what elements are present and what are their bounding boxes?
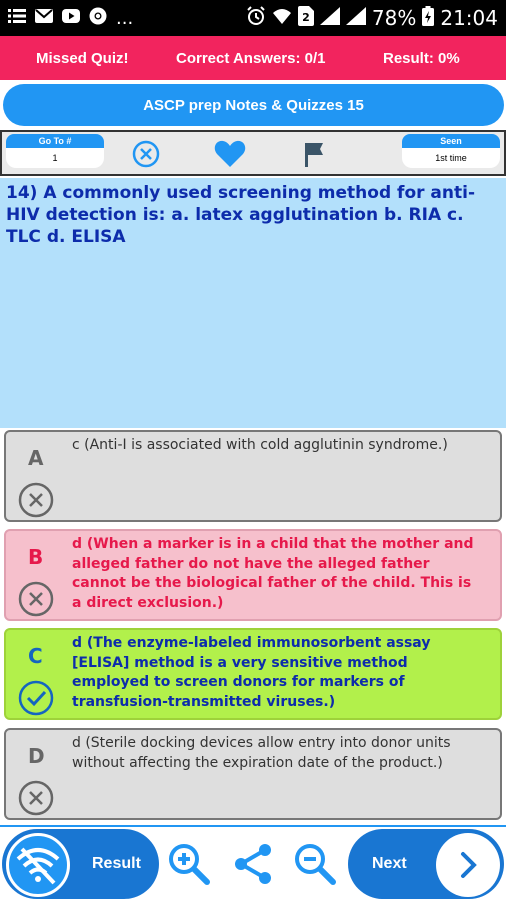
signal-icon-2 (346, 7, 366, 29)
question-toolbar (0, 130, 506, 176)
option-letter: D (28, 744, 45, 768)
question-text: 14) A commonly used screening method for anti-HIV detection is: a. latex agglutination b. RIA c. TLC d. ELISA (6, 183, 476, 247)
chrome-icon (89, 7, 107, 30)
option-text: c (Anti-I is associated with cold agglutinin syndrome.) (72, 437, 448, 453)
missed-quiz-label: Missed Quiz! (36, 50, 129, 67)
menu-icon (8, 8, 26, 29)
quiz-status-header (0, 36, 506, 80)
svg-text:2: 2 (302, 11, 310, 24)
option-letter: C (28, 644, 43, 668)
result-button[interactable] (2, 829, 159, 899)
option-text: d (The enzyme-labeled immunosorbent assay [ELISA] method is a very sensitive method employed to screen donors for markers of transfusion-transmitted viruses.) (72, 635, 431, 710)
option-text: d (Sterile docking devices allow entry into donor units without affecting the expiration date of the product.) (72, 735, 451, 771)
zoom-out-icon[interactable] (292, 841, 338, 887)
flag-icon[interactable] (298, 138, 330, 170)
zoom-in-icon[interactable] (166, 841, 212, 887)
next-button[interactable] (348, 829, 504, 899)
goto-label: Go To # (6, 134, 104, 148)
option-letter: B (28, 545, 44, 569)
option-d[interactable] (4, 728, 502, 820)
correct-answers-label: Correct Answers: 0/1 (176, 50, 326, 67)
alarm-icon (246, 6, 266, 30)
signal-icon (320, 7, 340, 29)
clock: 21:04 (440, 6, 498, 30)
battery-icon (422, 6, 434, 30)
question-panel (0, 178, 506, 428)
x-circle-icon (18, 482, 54, 518)
battery-percent: 78% (371, 6, 417, 30)
x-circle-icon (18, 581, 54, 617)
seen-indicator (402, 134, 500, 172)
overflow-indicator: ... (116, 7, 134, 29)
x-circle-icon (18, 780, 54, 816)
share-icon[interactable] (230, 841, 276, 887)
chevron-right-icon (436, 833, 500, 897)
quiz-title: ASCP prep Notes & Quizzes 15 (3, 84, 504, 126)
goto-question-field[interactable] (6, 134, 104, 172)
check-circle-icon (18, 680, 54, 716)
wifi-icon (272, 7, 292, 29)
no-wifi-icon (6, 833, 70, 897)
result-button-label: Result (92, 855, 141, 872)
next-button-label: Next (372, 855, 407, 872)
heart-icon[interactable] (214, 138, 246, 170)
goto-value[interactable]: 1 (6, 148, 104, 168)
status-bar (0, 0, 506, 36)
option-text: d (When a marker is in a child that the mother and alleged father do not have the alleged father cannot be the biological father of the child. This is a direct exclusion.) (72, 536, 474, 611)
mail-icon (35, 9, 53, 28)
option-c[interactable] (4, 628, 502, 720)
seen-label: Seen (402, 134, 500, 148)
option-letter: A (28, 446, 44, 470)
result-percent-label: Result: 0% (383, 50, 460, 67)
close-circle-icon[interactable] (130, 138, 162, 170)
seen-value: 1st time (402, 148, 500, 168)
bottom-navigation (0, 825, 506, 900)
option-b[interactable] (4, 529, 502, 621)
option-a[interactable] (4, 430, 502, 522)
sim-icon (298, 6, 314, 30)
youtube-icon (62, 9, 80, 28)
